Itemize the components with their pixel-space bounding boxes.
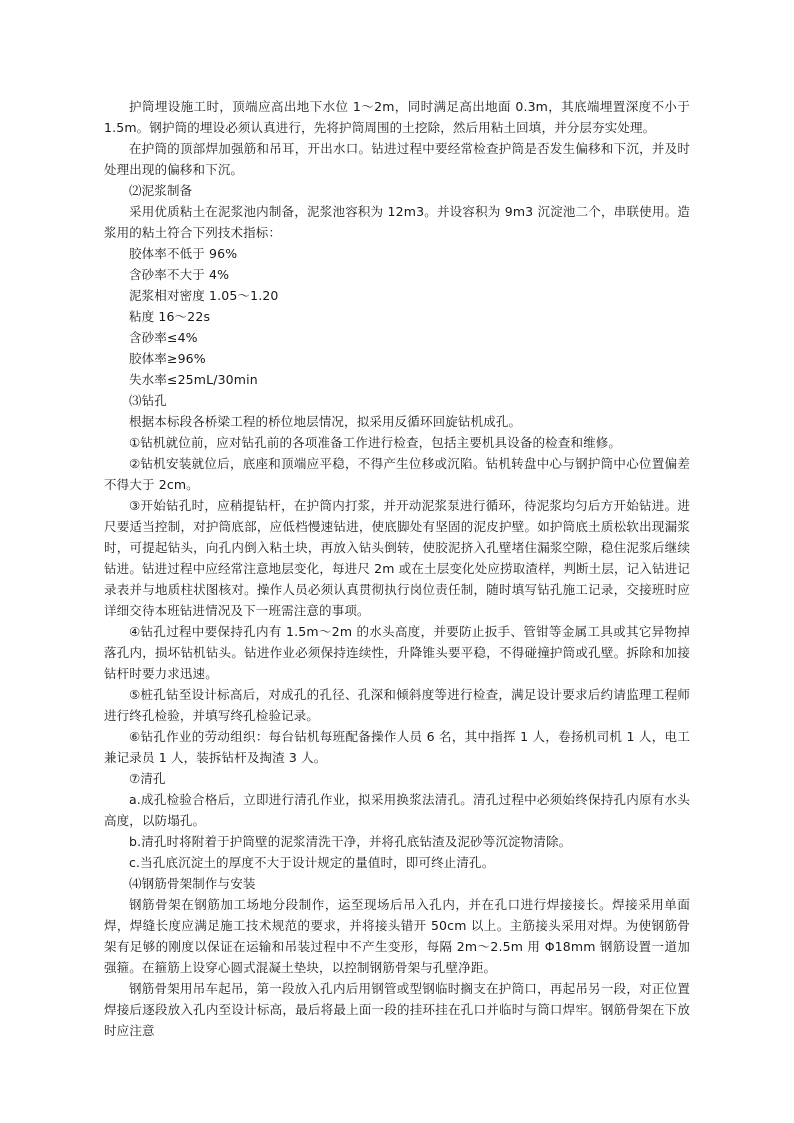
paragraph-cleaning-a: a.成孔检验合格后，立即进行清孔作业，拟采用换浆法清孔。清孔过程中必须始终保持孔内原有水头高度，以防塌孔。: [104, 792, 690, 828]
paragraph-rebar-lifting: 钢筋骨架用吊车起吊，第一段放入孔内后用钢管或型钢临时搁支在护筒口，再起吊另一段，对正位置焊接后逐段放入孔内至设计标高，最后将最上面一段的挂环挂在孔口并临时与筒口焊牢。钢筋骨架在下放时应注意: [104, 981, 690, 1038]
spec-colloid-rate: 胶体率不低于 96%: [129, 246, 238, 261]
paragraph-cleaning-c: c.当孔底沉淀土的厚度不大于设计规定的量值时，即可终止清孔。: [129, 855, 495, 870]
heading-drilling: ⑶钻孔: [129, 393, 167, 408]
spec-sand-content: 含砂率不大于 4%: [129, 267, 230, 282]
paragraph-step-5: ⑤桩孔钻至设计标高后，对成孔的孔径、孔深和倾斜度等进行检查，满足设计要求后约请监理工程师进行终孔检验，并填写终孔检验记录。: [104, 687, 690, 723]
spec-viscosity: 粘度 16～22s: [129, 309, 211, 324]
paragraph-step-3: ③开始钻孔时，应稍提钻杆，在护筒内打浆，并开动泥浆泵进行循环，待泥浆均匀后方开始钻进。进尺要适当控制，对护筒底部，应低档慢速钻进，使底脚处有坚固的泥皮护壁。如护筒底土质松软出现漏浆时，可提起钻头，向孔内倒入粘土块，再放入钻头倒转，使胶泥挤入孔壁堵住漏浆空隙，稳住泥浆后继续钻进。钻进过程中应经常注意地层变化，每进尺 2m 或在土层变化处应捞取渣样，判断土层，记入钻进记录表并与地质柱状图核对。操作人员必须认真贯彻执行岗位责任制，随时填写钻孔施工记录，交接班时应详细交待本班钻进情况及下一班需注意的事项。: [104, 498, 690, 618]
spec-mud-density: 泥浆相对密度 1.05～1.20: [129, 288, 279, 303]
paragraph-step-1: ①钻机就位前，应对钻孔前的各项准备工作进行检查，包括主要机具设备的检查和维修。: [129, 435, 622, 450]
paragraph-step-6: ⑥钻孔作业的劳动组织：每台钻机每班配备操作人员 6 名，其中指挥 1 人，卷扬机司机 1 人，电工兼记录员 1 人，装拆钻杆及掏渣 3 人。: [104, 729, 690, 765]
spec-sand-content-max: 含砂率≤4%: [129, 330, 198, 345]
spec-water-loss: 失水率≤25mL/30min: [129, 372, 258, 387]
heading-hole-cleaning: ⑦清孔: [129, 771, 166, 786]
paragraph-step-4: ④钻孔过程中要保持孔内有 1.5m～2m 的水头高度，并要防止扳手、管钳等金属工具或其它异物掉落孔内，损坏钻机钻头。钻进作业必须保持连续性，升降锥头要平稳，不得碰撞护筒或孔壁。拆除和加接钻杆时要力求迅速。: [104, 624, 690, 681]
heading-rebar-cage: ⑷钢筋骨架制作与安装: [129, 876, 256, 891]
document-body: [104, 96, 690, 1041]
paragraph-casing-burial: 护筒埋设施工时，顶端应高出地下水位 1～2m，同时满足高出地面 0.3m，其底端埋置深度不小于 1.5m。钢护筒的埋设必须认真进行，先将护筒周围的土挖除，然后用粘土回填，并分层夯实处理。: [104, 99, 690, 135]
paragraph-step-2: ②钻机安装就位后，底座和顶端应平稳，不得产生位移或沉陷。钻机转盘中心与钢护筒中心位置偏差不得大于 2cm。: [104, 456, 690, 492]
paragraph-cleaning-b: b.清孔时将附着于护筒壁的泥浆清洗干净，并将孔底钻渣及泥砂等沉淀物清除。: [129, 834, 572, 849]
paragraph-drilling-method: 根据本标段各桥梁工程的桥位地层情况，拟采用反循环回旋钻机成孔。: [129, 414, 522, 429]
paragraph-mud-pool: 采用优质粘土在泥浆池内制备，泥浆池容积为 12m3。并设容积为 9m3 沉淀池二个，串联使用。造浆用的粘土符合下列技术指标：: [104, 204, 690, 240]
paragraph-rebar-fabrication: 钢筋骨架在钢筋加工场地分段制作，运至现场后吊入孔内，并在孔口进行焊接接长。焊接采用单面焊，焊缝长度应满足施工技术规范的要求，并将接头错开 50cm 以上。主筋接头采用对焊。为使钢筋骨架有足够的刚度以保证在运输和吊装过程中不产生变形，每隔 2m～2.5m 用 Φ18mm 钢筋设置一道加强箍。在箍筋上设穿心圆式混凝土垫块，以控制钢筋骨架与孔壁净距。: [104, 897, 690, 975]
heading-mud-preparation: ⑵泥浆制备: [129, 183, 193, 198]
spec-colloid-rate-min: 胶体率≥96%: [129, 351, 206, 366]
paragraph-casing-top: 在护筒的顶部焊加强筋和吊耳，开出水口。钻进过程中要经常检查护筒是否发生偏移和下沉，并及时处理出现的偏移和下沉。: [104, 141, 690, 177]
